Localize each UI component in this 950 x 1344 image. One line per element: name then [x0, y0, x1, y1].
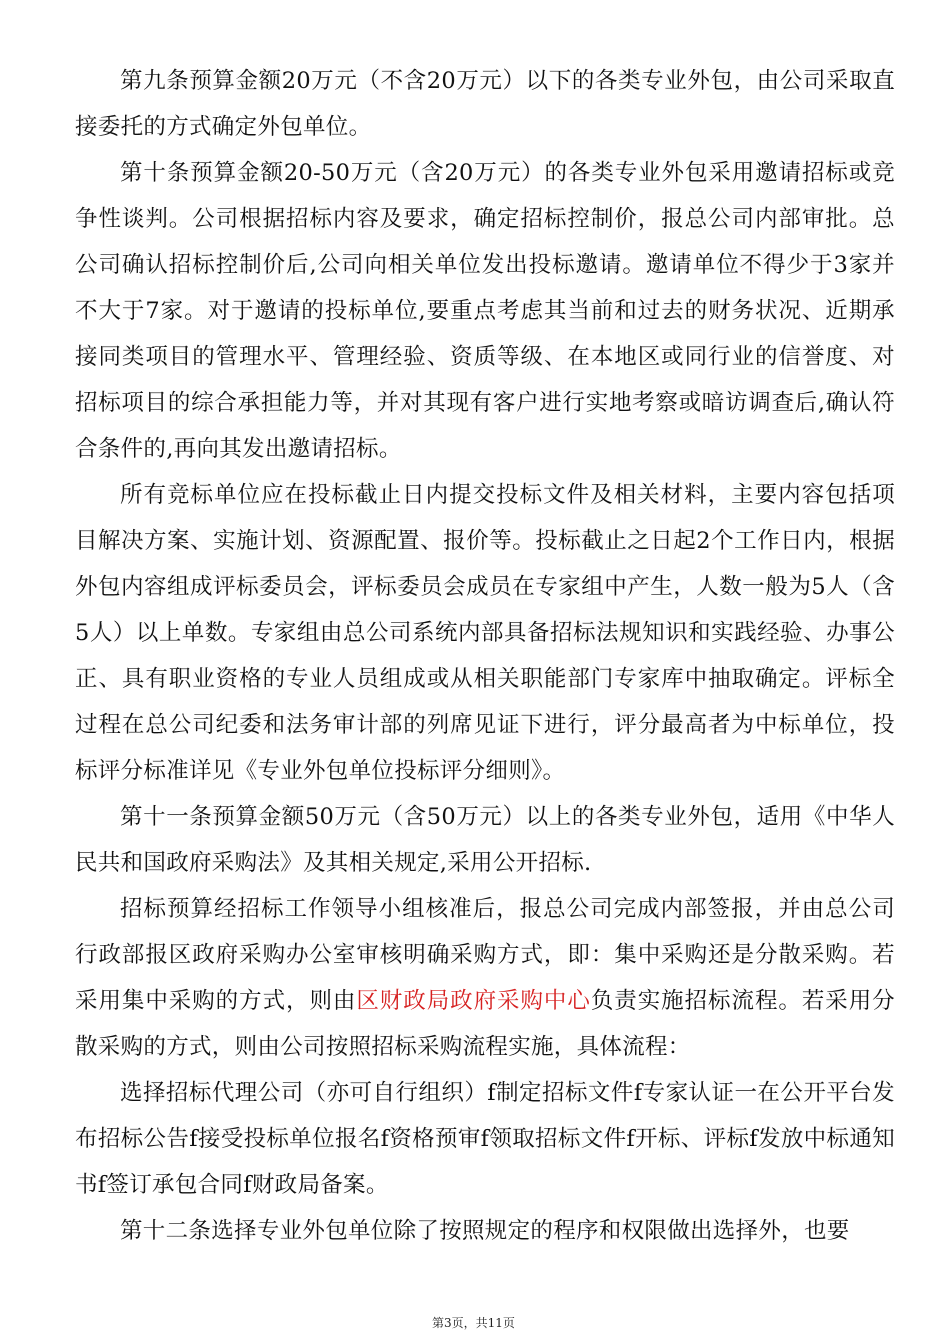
page-number-footer: 第3页，共11页: [432, 1316, 515, 1330]
paragraph-procurement-text-after: 负责实施招标流程。若采用分散采购的方式，则由公司按照招标采购流程实施，具体流程：: [75, 988, 895, 1060]
paragraph-procurement-method: [75, 886, 895, 1070]
highlighted-procurement-center: 区财政局政府采购中心: [356, 988, 591, 1014]
paragraph-article-9: 第九条预算金额20万元（不含20万元）以下的各类专业外包，由公司采取直接委托的方式确定外包单位。: [75, 68, 895, 140]
paragraph-article-11: 第十一条预算金额50万元（含50万元）以上的各类专业外包，适用《中华人民共和国政府采购法》及其相关规定,采用公开招标.: [75, 804, 895, 876]
paragraph-article-10: 第十条预算金额20-50万元（含20万元）的各类专业外包采用邀请招标或竞争性谈判。公司根据招标内容及要求，确定招标控制价，报总公司内部审批。总公司确认招标控制价后,公司向相关单位发出投标邀请。邀请单位不得少于3家并不大于7家。对于邀请的投标单位,要重点考虑其当前和过去的财务状况、近期承接同类项目的管理水平、管理经验、资质等级、在本地区或同行业的信誉度、对招标项目的综合承担能力等，并对其现有客户进行实地考察或暗访调查后,确认符合条件的,再向其发出邀请招标。: [75, 160, 895, 462]
paragraph-procurement-text-before: 招标预算经招标工作领导小组核准后，报总公司完成内部签报，并由总公司行政部报区政府采购办公室审核明确采购方式，即：集中采购还是分散采购。若采用集中采购的方式，则由: [75, 896, 895, 1014]
paragraph-process-flow: 选择招标代理公司（亦可自行组织）f制定招标文件f专家认证一在公开平台发布招标公告f接受投标单位报名f资格预审f领取招标文件f开标、评标f发放中标通知书f签订承包合同f财政局备案。: [75, 1080, 895, 1198]
paragraph-bidding-process: 所有竞标单位应在投标截止日内提交投标文件及相关材料，主要内容包括项目解决方案、实施计划、资源配置、报价等。投标截止之日起2个工作日内，根据外包内容组成评标委员会，评标委员会成员在专家组中产生，人数一般为5人（含5人）以上单数。专家组由总公司系统内部具备招标法规知识和实践经验、办事公正、具有职业资格的专业人员组成或从相关职能部门专家库中抽取确定。评标全过程在总公司纪委和法务审计部的列席见证下进行，评分最高者为中标单位，投标评分标准详见《专业外包单位投标评分细则》。: [75, 482, 895, 784]
paragraph-article-12: 第十二条选择专业外包单位除了按照规定的程序和权限做出选择外，也要: [120, 1218, 850, 1244]
document-body: [75, 58, 895, 1254]
